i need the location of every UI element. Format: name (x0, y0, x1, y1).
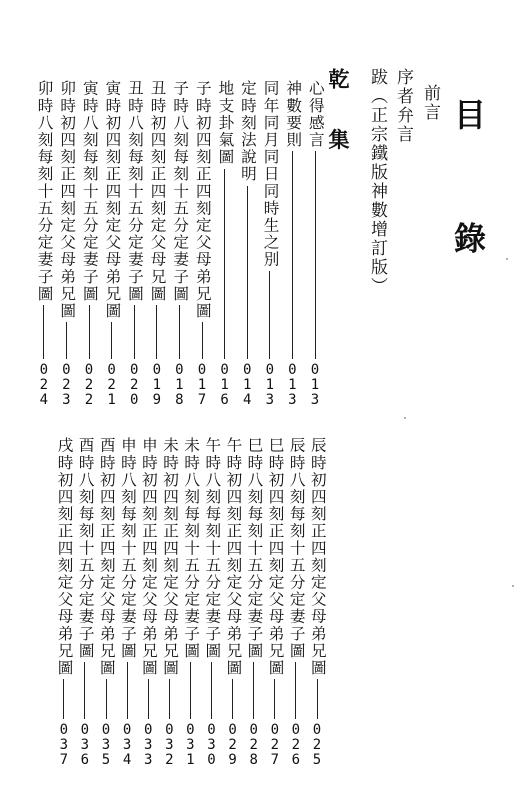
toc-entry-page: 0 1 3 (310, 361, 320, 408)
leader-line (274, 679, 275, 718)
front-matter-postscript: 跋（正宗鐵版神數增訂版） (367, 68, 387, 296)
toc-entry-title: 巳時八刻每刻十五分定妻子圖 (245, 437, 264, 660)
toc-entry-page: 0 3 5 (101, 721, 111, 768)
leader-line (84, 662, 85, 718)
toc-entry (117, 437, 137, 768)
toc-entry-title: 子時八刻每刻十五分定妻子圖 (171, 80, 190, 303)
toc-entry (244, 437, 264, 768)
leader-line (211, 662, 212, 718)
leader-line (253, 662, 254, 718)
scan-speck (506, 258, 508, 260)
toc-entry (96, 437, 116, 768)
toc-entry-page: 0 3 3 (143, 721, 153, 768)
toc-entry-title: 巳時初四刻正四刻定父母弟兄圖 (266, 437, 285, 677)
leader-line (295, 662, 296, 718)
toc-entry-title: 未時八刻每刻十五分定妻子圖 (182, 437, 201, 660)
section-heading: 乾 集 (326, 68, 351, 166)
toc-entry-title: 戌時初四刻正四刻定父母弟兄圖 (55, 437, 74, 677)
toc-entry-page: 0 2 8 (249, 721, 258, 768)
toc-entry (138, 437, 158, 768)
toc-entry (305, 80, 325, 408)
leader-line (156, 305, 157, 358)
leader-line (269, 271, 270, 359)
page-title: 目 錄 (449, 98, 487, 294)
toc-entry-page: 0 1 3 (265, 361, 275, 408)
toc-entry-page: 0 2 0 (129, 361, 139, 408)
toc-entry (307, 437, 327, 768)
toc-entry-page: 0 2 3 (62, 361, 71, 408)
toc-entry-page: 0 2 5 (312, 721, 322, 768)
toc-entry (159, 437, 179, 768)
toc-entry-page: 0 2 6 (291, 721, 301, 768)
toc-entry-title: 酉時初四刻正四刻定父母弟兄圖 (97, 437, 116, 677)
leader-line (224, 169, 225, 359)
toc-entry-title: 卯時初四刻正四刻定父母弟兄圖 (58, 80, 77, 320)
toc-entry-title: 地支卦氣圖 (216, 80, 235, 166)
front-matter-preface: 前言 (420, 84, 440, 122)
leader-line (247, 186, 248, 359)
toc-entry-page: 0 3 1 (186, 721, 195, 768)
scan-speck (512, 585, 514, 587)
toc-entry-page: 0 2 7 (270, 721, 280, 768)
leader-line (190, 662, 191, 718)
toc-entry (169, 80, 189, 408)
toc-entry-title: 辰時初四刻正四刻定父母弟兄圖 (308, 437, 327, 677)
toc-entry-page: 0 1 7 (197, 361, 207, 408)
toc-entry (265, 437, 285, 768)
leader-line (127, 662, 128, 718)
toc-entry-title: 辰時八刻每刻十五分定妻子圖 (287, 437, 306, 660)
leader-line (148, 679, 149, 718)
toc-entry-page: 0 3 4 (122, 721, 132, 768)
toc-entry-title: 酉時八刻每刻十五分定妻子圖 (76, 437, 95, 660)
toc-entry (180, 437, 200, 768)
toc-entry-page: 0 2 9 (228, 721, 237, 768)
leader-line (43, 305, 44, 358)
toc-entry-page: 0 1 8 (175, 361, 184, 408)
toc-entry (147, 80, 167, 408)
toc-entry (75, 437, 95, 768)
front-matter-compiler-note: 序者弁言 (393, 68, 413, 144)
leader-line (232, 679, 233, 718)
toc-entry-title: 神數要則 (284, 80, 303, 149)
toc-entry (237, 80, 257, 408)
toc-entry-title: 午時初四刻正四刻定父母弟兄圖 (224, 437, 243, 677)
toc-entry-title: 同年同月同日同時生之別 (261, 80, 280, 269)
toc-entry-title: 申時初四刻正四刻定父母弟兄圖 (139, 437, 158, 677)
toc-entry-page: 0 3 0 (207, 721, 216, 768)
toc-entry (260, 80, 280, 408)
toc-entry-page: 0 2 1 (107, 361, 116, 408)
toc-entry-page: 0 3 6 (80, 721, 90, 768)
toc-entry (192, 80, 212, 408)
leader-line (134, 305, 135, 358)
toc-entry-title: 丑時八刻每刻十五分定妻子圖 (125, 80, 144, 303)
toc-entry (124, 80, 144, 408)
scan-speck (404, 417, 406, 419)
toc-entry (282, 80, 302, 408)
leader-line (292, 151, 293, 358)
toc-entry-title: 寅時八刻每刻十五分定妻子圖 (80, 80, 99, 303)
toc-entry (215, 80, 235, 408)
leader-line (66, 322, 67, 358)
leader-line (202, 322, 203, 358)
leader-line (315, 151, 316, 358)
toc-entry-page: 0 2 2 (84, 361, 94, 408)
toc-entry-title: 丑時初四刻正四刻定父母兄圖 (148, 80, 167, 303)
toc-entry-title: 未時初四刻正四刻定父母弟兄圖 (161, 437, 180, 677)
toc-entry-page: 0 1 3 (288, 361, 297, 408)
toc-entry-title: 心得感言 (306, 80, 325, 149)
leader-line (179, 305, 180, 358)
leader-line (63, 679, 64, 718)
toc-entry-page: 0 2 4 (39, 361, 49, 408)
toc-entry-title: 寅時初四刻正四刻定父母弟兄圖 (103, 80, 122, 320)
toc-entry-title: 申時八刻每刻十五分定妻子圖 (118, 437, 137, 660)
toc-entry-title: 午時八刻每刻十五分定妻子圖 (203, 437, 222, 660)
toc-entry (223, 437, 243, 768)
leader-line (169, 679, 170, 718)
toc-entry (79, 80, 99, 408)
leader-line (89, 305, 90, 358)
toc-entry-title: 定時刻法說明 (238, 80, 257, 183)
toc-entry-page: 0 1 9 (152, 361, 162, 408)
toc-entry-page: 0 3 7 (59, 721, 69, 768)
toc-entry (102, 80, 122, 408)
toc-entry-page: 0 3 2 (165, 721, 174, 768)
toc-entry (34, 80, 54, 408)
toc-entry-title: 卯時八刻每刻十五分定妻子圖 (35, 80, 54, 303)
toc-entry (56, 80, 76, 408)
leader-line (106, 679, 107, 718)
toc-entry-page: 0 1 6 (220, 361, 229, 408)
toc-entry (286, 437, 306, 768)
toc-entry (54, 437, 74, 768)
toc-entry-title: 子時初四刻正四刻定父母弟兄圖 (193, 80, 212, 320)
toc-entry-page: 0 1 4 (242, 361, 252, 408)
leader-line (111, 322, 112, 358)
toc-entry (202, 437, 222, 768)
leader-line (317, 679, 318, 718)
